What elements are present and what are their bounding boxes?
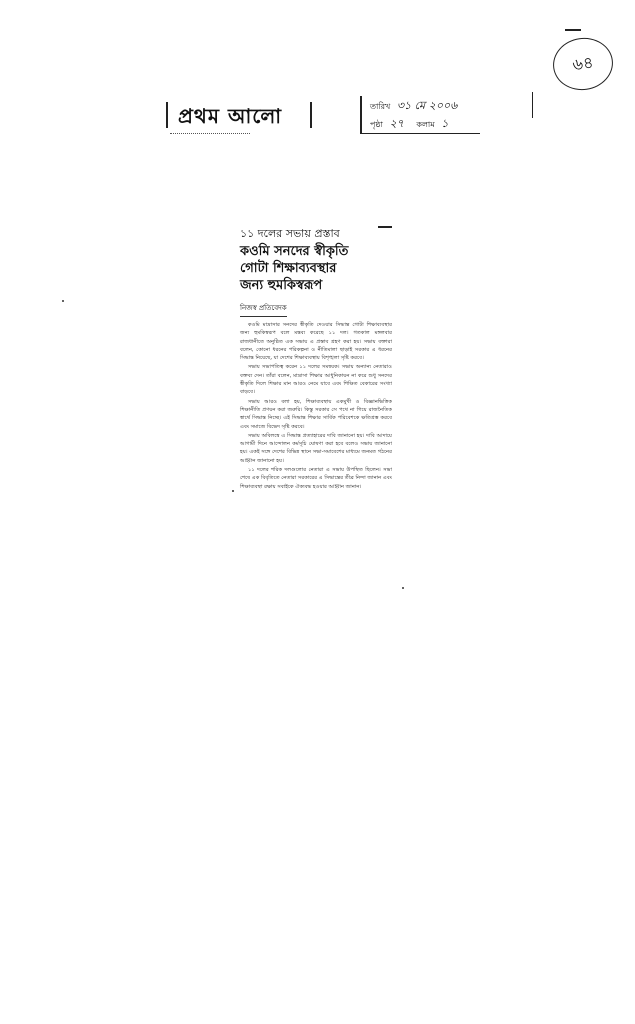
masthead-underline <box>170 133 250 134</box>
headline-line-1: কওমি সনদের স্বীকৃতি <box>240 244 349 259</box>
column-label: কলাম <box>416 120 435 129</box>
clipping-meta-box <box>360 92 533 136</box>
date-label: তারিখ <box>370 102 391 111</box>
masthead-right-bar <box>310 102 312 128</box>
newspaper-name: প্রথম আলো <box>178 104 283 128</box>
article-headline <box>240 243 392 294</box>
page-row <box>370 115 458 134</box>
meta-box-left-border <box>360 96 362 134</box>
column-value: ১ <box>441 117 449 130</box>
article-paragraph: সভায় অবিলম্বে এ সিদ্ধান্ত প্রত্যাহারের দাবি জানানো হয়। দাবি আদায়ে আগামী দিনে আন্দোলন কর্মসূচি ঘোষণা করা হবে বলেও সভায় জানানো হয়। একই সঙ্গে দেশের বিভিন্ন স্থানে সভা-সমাবেশের মাধ্যমে জনমত গঠনের আহ্বান জানানো হয়। <box>240 432 392 464</box>
article-paragraph: সভায় আরও বলা হয়, শিক্ষাব্যবস্থায় একমুখী ও বিজ্ঞানভিত্তিক শিক্ষানীতি প্রণয়ন করা জরুরি। কিন্তু সরকার সে পথে না গিয়ে রাজনৈতিক স্বার্থে সিদ্ধান্ত নিচ্ছে। এই সিদ্ধান্ত শিক্ষার সার্বিক পরিবেশকে ক্ষতিগ্রস্ত করবে এবং সমাজে বিভেদ সৃষ্টি করবে। <box>240 398 392 430</box>
article-paragraph: সভায় সভাপতিত্ব করেন ১১ দলের সমন্বয়ক। সভায় অন্যান্য নেতারাও বক্তব্য দেন। তাঁরা বলেন, মাদ্রাসা শিক্ষার আধুনিকায়ন না করে শুধু সনদের স্বীকৃতি দিলে শিক্ষার মান আরও নেমে যাবে এবং শিক্ষিত বেকারের সংখ্যা বাড়বে। <box>240 364 392 396</box>
article-paragraph: ১১ দলের শরিক দলগুলোর নেতারা এ সভায় উপস্থিত ছিলেন। সভা শেষে এক বিবৃতিতে নেতারা সরকারের এ সিদ্ধান্তের তীব্র নিন্দা জানান এবং শিক্ষাব্যবস্থা রক্ষায় সবাইকে ঐক্যবদ্ধ হওয়ার আহ্বান জানান। <box>240 467 392 490</box>
masthead-left-bar <box>166 102 168 128</box>
scan-speck <box>232 490 234 492</box>
meta-box-right-border <box>532 92 534 118</box>
page-value: ২৭ <box>389 117 404 130</box>
article-body <box>240 321 392 491</box>
headline-line-3: জন্য হুমকিস্বরূপ <box>240 278 323 293</box>
article-clipping <box>240 226 392 492</box>
headline-line-2: গোটা শিক্ষাব্যবস্থার <box>240 261 337 276</box>
date-row <box>370 97 467 116</box>
article-paragraph: কওমি মাদ্রাসার সনদের স্বীকৃতি দেওয়ার সিদ্ধান্ত গোটা শিক্ষাব্যবস্থার জন্য হুমকিস্বরূপ বলে মন্তব্য করেছে ১১ দল। গতকাল মঙ্গলবার রাজধানীতে অনুষ্ঠিত এক সভায় এ প্রস্তাব গ্রহণ করা হয়। সভায় বক্তারা বলেন, কোনো ধরনের পরিকল্পনা ও নীতিমালা ছাড়াই সরকার এ ধরনের সিদ্ধান্ত নিয়েছে, যা দেশের শিক্ষাব্যবস্থায় বিশৃঙ্খলা সৃষ্টি করবে। <box>240 322 392 362</box>
article-kicker: ১১ দলের সভায় প্রস্তাব <box>240 227 340 240</box>
article-byline: নিজস্ব প্রতিবেদক <box>240 302 287 317</box>
date-value: ৩১ মে ২০০৬ <box>396 99 458 112</box>
page-label: পৃষ্ঠা <box>370 120 383 129</box>
archive-number-stamp <box>550 34 617 94</box>
scan-speck <box>62 300 64 302</box>
newspaper-masthead <box>166 100 316 136</box>
scan-speck <box>402 587 404 589</box>
stamp-tick-mark <box>565 29 581 31</box>
archive-number: ৬৪ <box>571 52 595 74</box>
